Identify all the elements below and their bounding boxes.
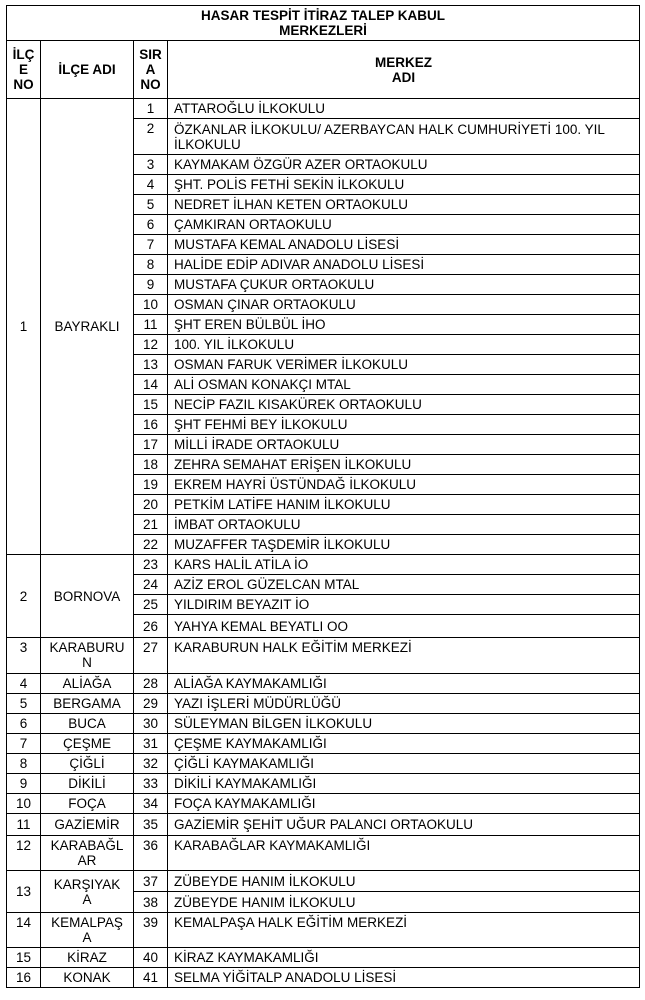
ilce-no-cell: 2: [7, 555, 41, 638]
merkez-name-cell: ÇİĞLİ KAYMAKAMLIĞI: [168, 754, 640, 774]
sira-no-cell: 3: [134, 155, 168, 175]
merkez-name-cell: ÇAMKIRAN ORTAOKULU: [168, 215, 640, 235]
title-line-1: HASAR TESPİT İTİRAZ TALEP KABUL: [201, 8, 446, 23]
ilce-no-cell: 5: [7, 694, 41, 714]
merkez-name-cell: İMBAT ORTAOKULU: [168, 515, 640, 535]
sira-no-cell: 18: [134, 455, 168, 475]
ilce-name-cell: KONAK: [41, 968, 134, 988]
merkez-name-cell: OSMAN FARUK VERİMER İLKOKULU: [168, 355, 640, 375]
sira-no-cell: 16: [134, 415, 168, 435]
sira-no-cell: 17: [134, 435, 168, 455]
merkez-name-cell: EKREM HAYRİ ÜSTÜNDAĞ İLKOKULU: [168, 475, 640, 495]
sira-no-cell: 29: [134, 694, 168, 714]
sira-no-cell: 28: [134, 674, 168, 694]
sira-no-cell: 35: [134, 814, 168, 836]
sira-no-cell: 4: [134, 175, 168, 195]
merkez-name-cell: NEDRET İLHAN KETEN ORTAOKULU: [168, 195, 640, 215]
sira-no-cell: 39: [134, 913, 168, 948]
sira-no-cell: 40: [134, 948, 168, 968]
title-line-2: MERKEZLERİ: [279, 23, 367, 38]
sira-no-cell: 33: [134, 774, 168, 794]
table-row: [7, 694, 640, 714]
sira-no-cell: 24: [134, 575, 168, 595]
merkez-name-cell: KARABURUN HALK EĞİTİM MERKEZİ: [168, 638, 640, 674]
sira-no-cell: 23: [134, 555, 168, 575]
ilce-no-cell: 14: [7, 913, 41, 948]
sira-no-cell: 21: [134, 515, 168, 535]
ilce-name-cell: KARABURU N: [41, 638, 134, 674]
ilce-name-cell: ALİAĞA: [41, 674, 134, 694]
sira-no-cell: 9: [134, 275, 168, 295]
merkez-name-cell: ALİAĞA KAYMAKAMLIĞI: [168, 674, 640, 694]
merkez-name-cell: KEMALPAŞA HALK EĞİTİM MERKEZİ: [168, 913, 640, 948]
sira-no-cell: 5: [134, 195, 168, 215]
merkez-name-cell: MUZAFFER TAŞDEMİR İLKOKULU: [168, 535, 640, 555]
merkez-name-cell: ÖZKANLAR İLKOKULU/ AZERBAYCAN HALK CUMHURİYETİ 100. YIL İLKOKULU: [168, 119, 640, 155]
ilce-name-cell: KARABAĞL AR: [41, 836, 134, 871]
table-row: [7, 754, 640, 774]
header-sira-no: SIR A NO: [134, 41, 168, 99]
ilce-no-cell: 12: [7, 836, 41, 871]
ilce-name-cell: DİKİLİ: [41, 774, 134, 794]
merkez-name-cell: MUSTAFA KEMAL ANADOLU LİSESİ: [168, 235, 640, 255]
header-merkez-adi: MERKEZ ADI: [168, 41, 640, 99]
ilce-no-cell: 11: [7, 814, 41, 836]
merkez-name-cell: FOÇA KAYMAKAMLIĞI: [168, 794, 640, 814]
merkez-name-cell: SELMA YİĞİTALP ANADOLU LİSESİ: [168, 968, 640, 988]
sira-no-cell: 32: [134, 754, 168, 774]
ilce-no-cell: 9: [7, 774, 41, 794]
sira-no-cell: 1: [134, 99, 168, 119]
ilce-no-cell: 13: [7, 871, 41, 913]
merkez-name-cell: DİKİLİ KAYMAKAMLIĞI: [168, 774, 640, 794]
merkez-name-cell: YILDIRIM BEYAZIT İO: [168, 595, 640, 615]
sira-no-cell: 25: [134, 595, 168, 615]
sira-no-cell: 27: [134, 638, 168, 674]
merkez-name-cell: HALİDE EDİP ADIVAR ANADOLU LİSESİ: [168, 255, 640, 275]
sira-no-cell: 19: [134, 475, 168, 495]
table-row: [7, 913, 640, 948]
ilce-no-cell: 3: [7, 638, 41, 674]
merkez-name-cell: MUSTAFA ÇUKUR ORTAOKULU: [168, 275, 640, 295]
header-ilce-no: İLÇ E NO: [7, 41, 41, 99]
table-row: [7, 794, 640, 814]
table-row: [7, 99, 640, 119]
ilce-name-cell: GAZİEMİR: [41, 814, 134, 836]
merkez-name-cell: KARS HALİL ATİLA İO: [168, 555, 640, 575]
table-row: [7, 948, 640, 968]
sira-no-cell: 11: [134, 315, 168, 335]
sira-no-cell: 13: [134, 355, 168, 375]
table-row: [7, 814, 640, 836]
sira-no-cell: 37: [134, 871, 168, 892]
merkez-name-cell: AZİZ EROL GÜZELCAN MTAL: [168, 575, 640, 595]
ilce-name-cell: BERGAMA: [41, 694, 134, 714]
table-title: [7, 6, 640, 41]
merkez-name-cell: SÜLEYMAN BİLGEN İLKOKULU: [168, 714, 640, 734]
merkez-name-cell: ATTAROĞLU İLKOKULU: [168, 99, 640, 119]
ilce-name-cell: BUCA: [41, 714, 134, 734]
merkez-name-cell: ŞHT FEHMİ BEY İLKOKULU: [168, 415, 640, 435]
ilce-no-cell: 15: [7, 948, 41, 968]
sira-no-cell: 22: [134, 535, 168, 555]
table-row: [7, 674, 640, 694]
merkez-name-cell: ZÜBEYDE HANIM İLKOKULU: [168, 892, 640, 913]
merkez-name-cell: ŞHT. POLİS FETHİ SEKİN İLKOKULU: [168, 175, 640, 195]
ilce-name-cell: BAYRAKLI: [41, 99, 134, 555]
centers-table: [6, 5, 640, 988]
merkez-name-cell: PETKİM LATİFE HANIM İLKOKULU: [168, 495, 640, 515]
table-row: [7, 714, 640, 734]
merkez-name-cell: KİRAZ KAYMAKAMLIĞI: [168, 948, 640, 968]
merkez-name-cell: YAZI İŞLERİ MÜDÜRLÜĞÜ: [168, 694, 640, 714]
table-row: [7, 734, 640, 754]
sira-no-cell: 26: [134, 615, 168, 638]
sira-no-cell: 34: [134, 794, 168, 814]
merkez-name-cell: NECİP FAZIL KISAKÜREK ORTAOKULU: [168, 395, 640, 415]
ilce-name-cell: KEMALPAŞ A: [41, 913, 134, 948]
sira-no-cell: 41: [134, 968, 168, 988]
sira-no-cell: 2: [134, 119, 168, 155]
table-row: [7, 968, 640, 988]
merkez-name-cell: KARABAĞLAR KAYMAKAMLIĞI: [168, 836, 640, 871]
ilce-no-cell: 16: [7, 968, 41, 988]
merkez-name-cell: ZEHRA SEMAHAT ERİŞEN İLKOKULU: [168, 455, 640, 475]
table-row: [7, 774, 640, 794]
sira-no-cell: 6: [134, 215, 168, 235]
table-row: [7, 836, 640, 871]
ilce-no-cell: 4: [7, 674, 41, 694]
sira-no-cell: 31: [134, 734, 168, 754]
sira-no-cell: 38: [134, 892, 168, 913]
merkez-name-cell: OSMAN ÇINAR ORTAOKULU: [168, 295, 640, 315]
ilce-no-cell: 8: [7, 754, 41, 774]
table-row: [7, 555, 640, 575]
sira-no-cell: 14: [134, 375, 168, 395]
merkez-name-cell: ALİ OSMAN KONAKÇI MTAL: [168, 375, 640, 395]
ilce-no-cell: 10: [7, 794, 41, 814]
merkez-name-cell: ZÜBEYDE HANIM İLKOKULU: [168, 871, 640, 892]
sira-no-cell: 12: [134, 335, 168, 355]
sira-no-cell: 30: [134, 714, 168, 734]
ilce-name-cell: KİRAZ: [41, 948, 134, 968]
sira-no-cell: 10: [134, 295, 168, 315]
merkez-name-cell: 100. YIL İLKOKULU: [168, 335, 640, 355]
ilce-no-cell: 7: [7, 734, 41, 754]
ilce-name-cell: ÇİĞLİ: [41, 754, 134, 774]
ilce-name-cell: ÇEŞME: [41, 734, 134, 754]
sira-no-cell: 36: [134, 836, 168, 871]
sira-no-cell: 20: [134, 495, 168, 515]
merkez-name-cell: ÇEŞME KAYMAKAMLIĞI: [168, 734, 640, 754]
merkez-name-cell: KAYMAKAM ÖZGÜR AZER ORTAOKULU: [168, 155, 640, 175]
sira-no-cell: 8: [134, 255, 168, 275]
ilce-name-cell: BORNOVA: [41, 555, 134, 638]
table-row: [7, 871, 640, 892]
sira-no-cell: 15: [134, 395, 168, 415]
header-ilce-adi: İLÇE ADI: [41, 41, 134, 99]
sira-no-cell: 7: [134, 235, 168, 255]
ilce-no-cell: 1: [7, 99, 41, 555]
ilce-name-cell: KARŞIYAK A: [41, 871, 134, 913]
merkez-name-cell: MİLLİ İRADE ORTAOKULU: [168, 435, 640, 455]
table-row: [7, 638, 640, 674]
ilce-no-cell: 6: [7, 714, 41, 734]
merkez-name-cell: YAHYA KEMAL BEYATLI OO: [168, 615, 640, 638]
ilce-name-cell: FOÇA: [41, 794, 134, 814]
merkez-name-cell: ŞHT EREN BÜLBÜL İHO: [168, 315, 640, 335]
merkez-name-cell: GAZİEMİR ŞEHİT UĞUR PALANCI ORTAOKULU: [168, 814, 640, 836]
